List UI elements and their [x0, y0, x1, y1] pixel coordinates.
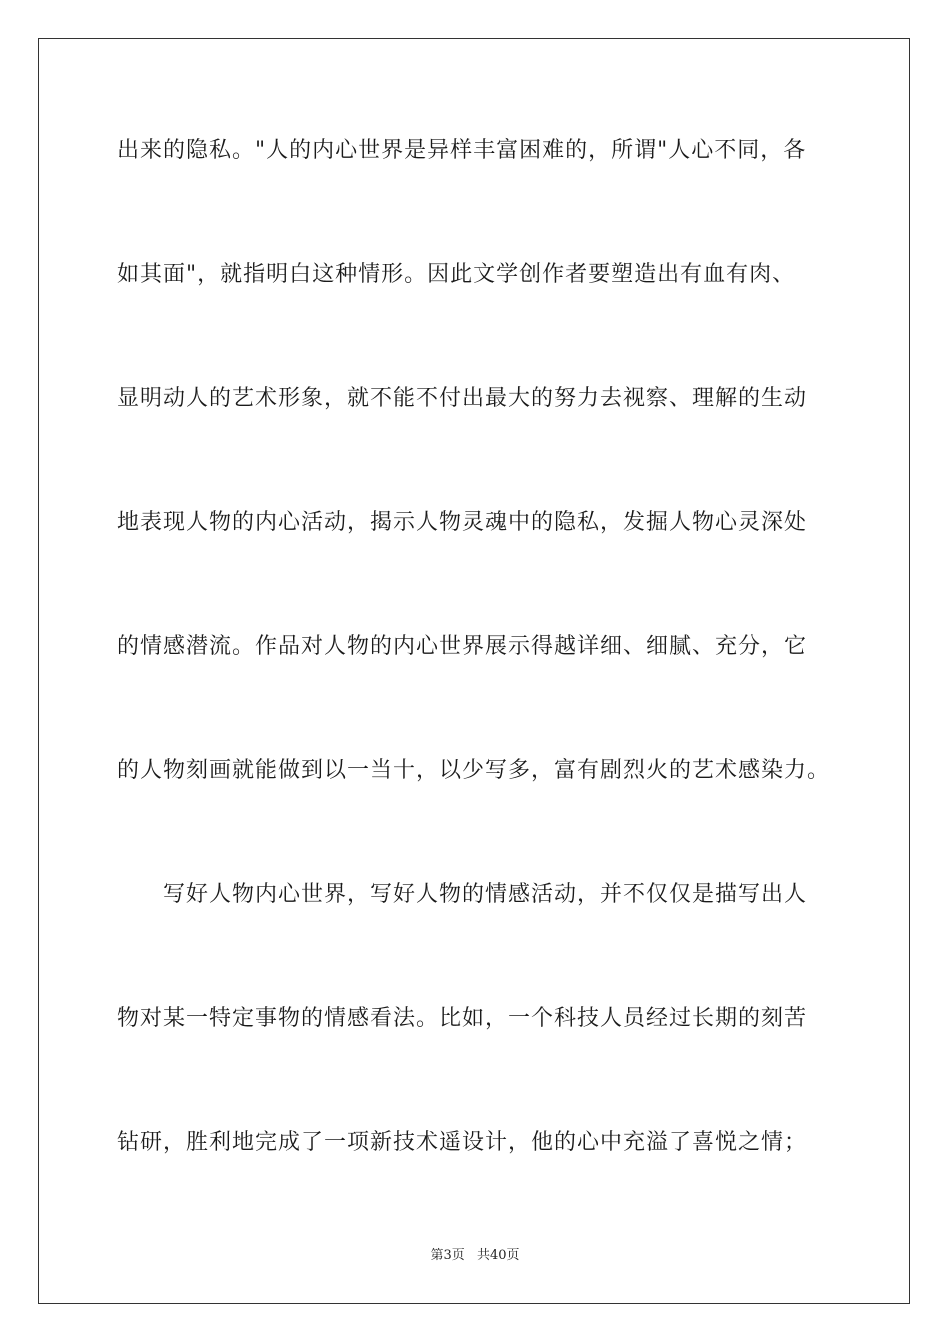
text-line: 的情感潜流。作品对人物的内心世界展示得越详细、细腻、充分，它: [117, 634, 808, 659]
page-border: [38, 38, 910, 1304]
total-pages: 共40页: [476, 1248, 520, 1263]
page-number: 第3页: [430, 1248, 465, 1263]
text-line: 出来的隐私。"人的内心世界是异样丰富困难的，所谓"人心不同，各: [117, 138, 807, 163]
text-line: 的人物刻画就能做到以一当十，以少写多，富有剧烈火的艺术感染力。: [117, 758, 831, 783]
text-line: 物对某一特定事物的情感看法。比如，一个科技人员经过长期的刻苦: [117, 1006, 808, 1031]
text-line: 显明动人的艺术形象，就不能不付出最大的努力去视察、理解的生动: [117, 386, 808, 411]
text-line: 地表现人物的内心活动，揭示人物灵魂中的隐私，发掘人物心灵深处: [117, 510, 808, 535]
paragraph-start-line: 写好人物内心世界，写好人物的情感活动，并不仅仅是描写出人: [163, 882, 808, 907]
page-footer: [0, 1244, 950, 1263]
text-line: 如其面"，就指明白这种情形。因此文学创作者要塑造出有血有肉、: [117, 262, 796, 287]
text-line: 钻研，胜利地完成了一项新技术遥设计，他的心中充溢了喜悦之情；: [117, 1130, 808, 1155]
